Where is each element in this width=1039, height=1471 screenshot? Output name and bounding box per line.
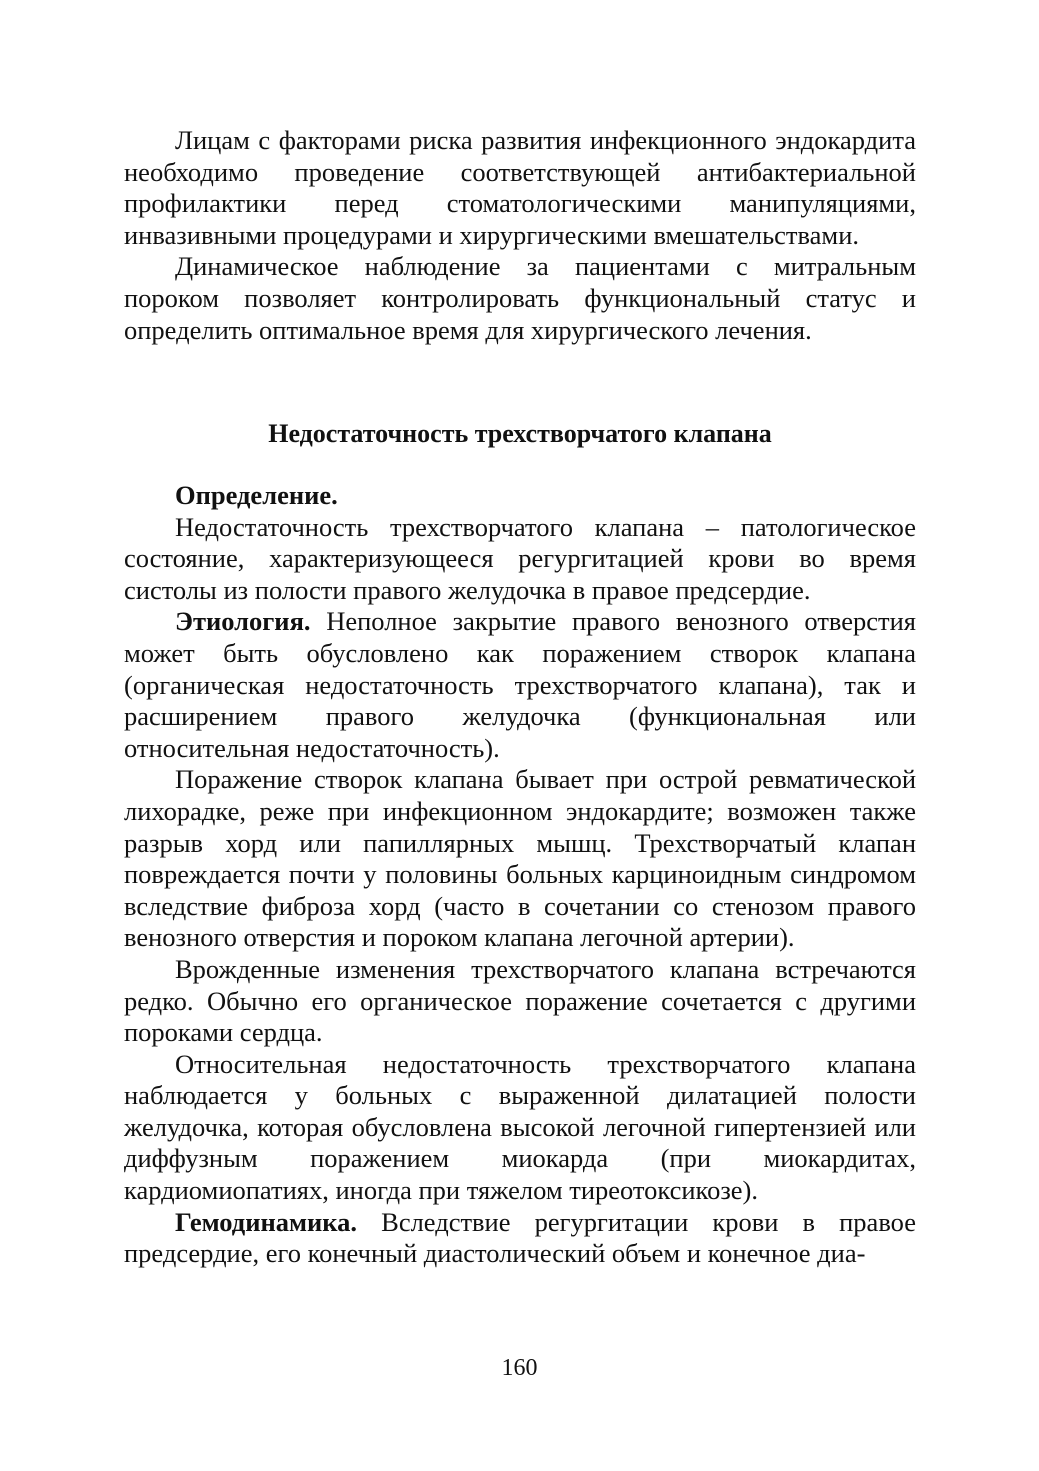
section-title: Недостаточность трехстворчатого клапана xyxy=(268,419,772,448)
paragraph-leaflet-damage: Поражение створок клапана бывает при острой ревматической лихорадке, реже при инфекционном эндокардите; возможен также разрыв хорд или папиллярных мышц. Трехстворчатый клапан повреждается почти у половины больных карциноидным синдромом вследствие фиброза хорд (часто в сочетании со стенозом правого венозного отверстия и пороком клапана легочной артерии). xyxy=(124,764,916,953)
paragraph-definition: Недостаточность трехстворчатого клапана – патологическое состояние, характеризующееся регургитацией крови во время систолы из полости правого желудочка в правое предсердие. xyxy=(124,511,916,605)
paragraph-dynamic-observation: Динамическое наблюдение за пациентами с митральным пороком позволяет контролировать функциональный статус и определить оптимальное время для хирургического лечения. xyxy=(124,251,916,345)
paragraph-congenital: Врожденные изменения трехстворчатого клапана встречаются редко. Обычно его органическое поражение сочетается с другими пороками сердца. xyxy=(124,953,916,1048)
intro-text-block xyxy=(124,125,916,346)
paragraph-prophylaxis: Лицам с факторами риска развития инфекционного эндокардита необходимо проведение соответствующей антибактериальной профилактики перед стоматологическими манипуляциями, инвазивными процедурами и хирургическими вмешательствами. xyxy=(124,125,916,250)
definition-heading: Определение. xyxy=(175,480,338,510)
etiology-heading: Этиология. xyxy=(175,606,311,637)
paragraph-etiology xyxy=(124,606,916,764)
etiology-text: Неполное закрытие правого венозного отверстия может быть обусловлено как поражением створок клапана (органическая недостаточность трехстворчатого клапана), так и расширением правого желудочка (функциональная или относительная недостаточность). xyxy=(124,606,916,763)
paragraph-hemodynamics xyxy=(124,1207,916,1270)
hemodynamics-heading: Гемодинамика. xyxy=(175,1206,358,1237)
section-text-block xyxy=(124,480,916,1270)
page-number: 160 xyxy=(501,1355,538,1381)
hemodynamics-text: Вследствие регургитации крови в правое предсердие, его конечный диастолический объем и конечное диа- xyxy=(124,1206,916,1269)
paragraph-relative-insufficiency: Относительная недостаточность трехстворчатого клапана наблюдается у больных с выраженной дилатацией полости желудочка, которая обусловлена высокой легочной гипертензией или диффузным поражением миокарда (при миокардитах, кардиомиопатиях, иногда при тяжелом тиреотоксикозе). xyxy=(124,1048,916,1206)
